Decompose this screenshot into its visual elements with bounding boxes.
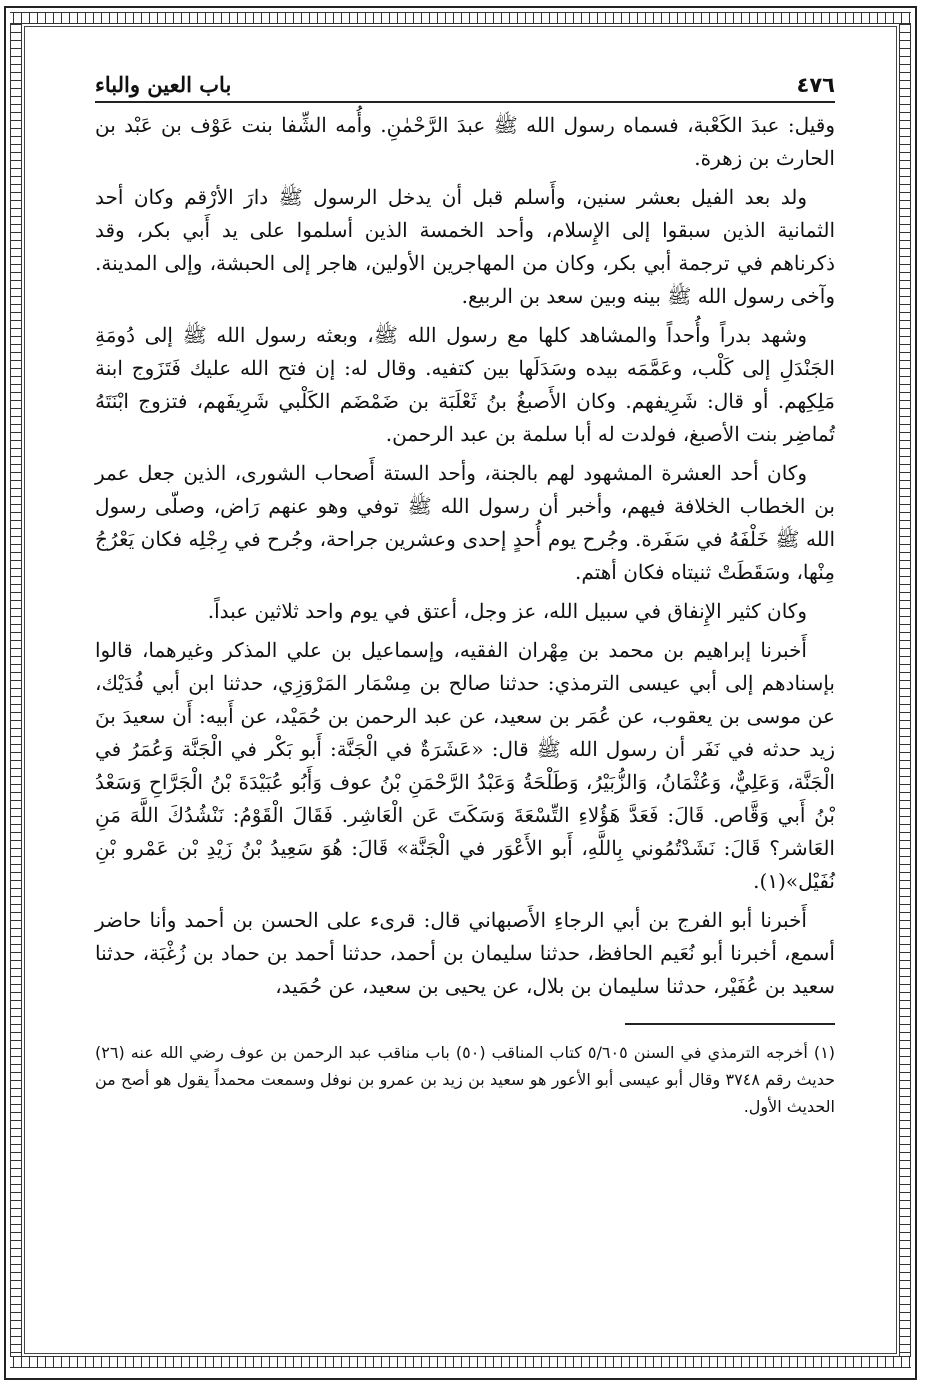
ornamental-border-right: [899, 24, 911, 1356]
paragraph-hadith: أَخبرنا إبراهيم بن محمد بن مِهْران الفقيه، وإسماعيل بن علي المذكر وغيرهما، قالوا بإسنادهم إلى أبي عيسى الترمذي: حدثنا صالح بن مِسْمَار المَرْوَزِي، حدثنا ابن أبي فُدَيْك، عن موسى بن يعقوب، عن عُمَر بن سعيد، عن عبد الرحمن بن حُمَيْد، عن أَبيه: أَن سعيدَ بنَ زيد حدثه في نَفَر أن رسول الله ﷺ قال: «عَشَرَةٌ في الْجَنَّة: أَبو بَكْر في الْجَنَّة وَعُمَرُ في الْجَنَّة، وَعَلِيٌّ، وَعُثْمَانُ، وَالزُّبَيْرُ، وَطَلْحَةُ وَعَبْدُ الرَّحْمَنِ بْنُ عوف وَأَبُو عُبَيْدَةَ بْنُ الْجَرَّاحِ وَسَعْدُ بْنُ أَبي وَقَّاص. قَالَ: فَعَدَّ هَؤُلاءِ التِّسْعَةَ وَسَكَتَ عَن الْعَاشِر. فَقَالَ الْقَوْمُ: نَنْشُدُكَ اللَّهَ مَنِ العَاشر؟ قَالَ: نَشَدْتُمُوني بِاللَّهِ، أَبو الأَعْوَر في الْجَنَّة» قَالَ: هُوَ سَعِيدُ بْنُ زَيْدِ بْن عَمْرو بْنِ نُفَيْل»(١).: [95, 638, 835, 893]
ornamental-border-top: [10, 12, 911, 24]
ornamental-border-bottom: [10, 1356, 911, 1368]
footnote-1: (١) أخرجه الترمذي في السنن ٥/٦٠٥ كتاب المناقب (٥٠) باب مناقب عبد الرحمن بن عوف رضي الله عنه (٢٦) حديث رقم ٣٧٤٨ وقال أبو عيسى أبو الأعور هو سعيد بن زيد بن عمرو بن نوفل وسمعت محمداً يقول هو أصح من الحديث الأول.: [95, 1043, 836, 1116]
footnote-divider: [625, 1023, 835, 1025]
ornamental-border-left: [10, 24, 22, 1356]
page-number: ٤٧٦: [796, 73, 835, 97]
page-content: [95, 72, 835, 1120]
running-header: [95, 72, 835, 103]
paragraph-5: وكان كثير الإِنفاق في سبيل الله، عز وجل، أعتق في يوم واحد ثلاثين عبداً.: [207, 599, 807, 623]
chapter-title: باب العين والباء: [95, 72, 232, 97]
paragraph-3: وشهد بدراً وأُحداً والمشاهد كلها مع رسول الله ﷺ، وبعثه رسول الله ﷺ إلى دُومَةِ الجَنْدَلِ إلى كَلْب، وعَمَّمَه بيده وسَدَلَها بين كتفيه. وقال له: إن فتح الله عليك فَتَزَوج ابنة مَلِكِهم. أو قال: شَرِيفهم. وكان الأَصبغُ بنُ ثَعْلَبَة بن ضَمْضَم الكَلْبي شَرِيفَهم، فتزوج ابْنَتَهُ تُماضِر بنت الأصبغ، فولدت له أبا سلمة بن عبد الرحمن.: [95, 323, 835, 446]
paragraph-7: أَخبرنا أبو الفرج بن أبي الرجاءِ الأَصبهاني قال: قرىء على الحسن بن أحمد وأنا حاضر أسمع، أخبرنا أبو نُعَيم الحافظ، حدثنا سليمان بن أحمد، حدثنا أحمد بن حماد بن زُغْبَة، حدثنا سعيد بن عُفَيْر، حدثنا سليمان بن بلال، عن يحيى بن سعيد، عن حُمَيد،: [95, 908, 835, 998]
paragraph-1: وقيل: عبدَ الكَعْبة، فسماه رسول الله ﷺ عبدَ الرَّحْمٰنِ. وأُمه الشِّفا بنت عَوْف بن عَبْد بن الحارث بن زهرة.: [95, 113, 835, 170]
paragraph-4: وكان أحد العشرة المشهود لهم بالجنة، وأحد الستة أَصحاب الشورى، الذين جعل عمر بن الخطاب الخلافة فيهم، وأخبر أن رسول الله ﷺ توفي وهو عنهم رَاض، وصلّى رسول الله ﷺ خَلْفَهُ في سَفَرة. وجُرح يوم أُحدٍ إحدى وعشرين جراحة، وجُرح في رِجْلِه فكان يَعْرُجُ مِنْها، وسَقَطَتْ ثنيتاه فكان أهتم.: [95, 461, 835, 584]
footnotes: [95, 1039, 835, 1120]
paragraph-2: ولد بعد الفيل بعشر سنين، وأَسلم قبل أن يدخل الرسول ﷺ دارَ الأرْقم وكان أحد الثمانية الذين سبقوا إلى الإِسلام، وأحد الخمسة الذين أسلموا على يد أَبي بكر، وقد ذكرناهم في ترجمة أبي بكر، وكان من المهاجرين الأولين، هاجر إلى الحبشة، وإلى المدينة. وآخى رسول الله ﷺ بينه وبين سعد بن الربيع.: [95, 185, 836, 308]
